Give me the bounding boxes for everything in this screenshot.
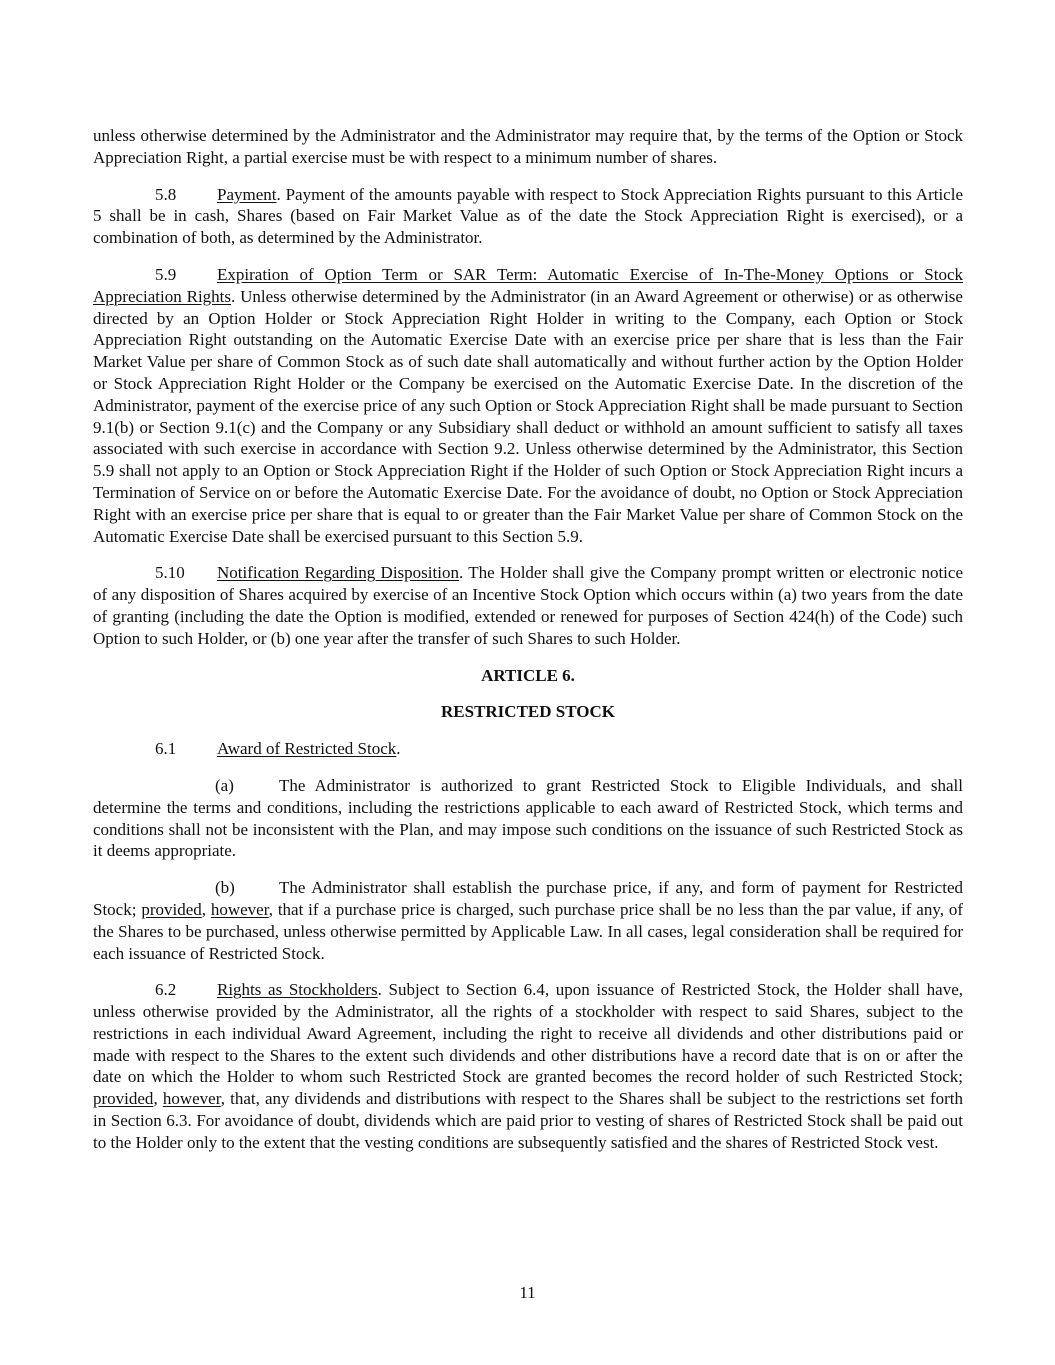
section-number: 6.2 [155,980,177,1000]
section-5-10 [93,562,963,649]
section-heading: Rights as Stockholders [217,980,378,1000]
section-number: 6.1 [155,739,177,759]
section-6-1 [93,738,963,760]
subsection-6-1-a [93,775,963,862]
section-text-cont: , that, any dividends and distributions with respect to the Shares shall be subject to the restrictions set forth in Section 6.3. For avoidance of doubt, dividends which are paid prior to vesting of shares of Restricted Stock shall be paid out to the Holder only to the extent that the vesting conditions are subsequently satisfied and the shares of Restricted Stock vest. [93,1089,964,1152]
however-term: however [162,1089,221,1109]
section-5-8 [93,184,963,249]
continued-paragraph: unless otherwise determined by the Administrator and the Administrator may require that, by the terms of the Option or Stock Appreciation Right, a partial exercise must be with respect to a minimum number of shares. [93,126,963,167]
separator: , [201,899,211,919]
section-tail: . [396,739,401,759]
provided-term: provided [141,899,202,919]
section-heading: Expiration of Option Term or SAR Term: Automatic Exercise of In-The-Money Options or Stock Appreciation Rights [93,264,963,306]
section-number: 5.9 [155,264,177,284]
section-6-2 [93,979,963,1153]
section-number: 5.8 [155,184,177,204]
provided-term: provided [93,1089,154,1109]
article-title: ARTICLE 6. [481,665,575,685]
section-heading: Notification Regarding Disposition [217,563,459,583]
section-heading: Award of Restricted Stock [217,739,397,759]
subsection-label: (b) [215,878,235,898]
document-body [93,125,963,1169]
section-heading: Payment [217,184,277,204]
section-5-9 [93,264,963,547]
section-text: . Subject to Section 6.4, upon issuance of Restricted Stock, the Holder shall have, unless otherwise provided by the Administrator, all the rights of a stockholder with respect to said Shares, subject to the restrictions in each individual Award Agreement, including the right to receive all dividends and other distributions paid or made with respect to the Shares to the extent such dividends and other distributions have a record date that is on or after the date on which the Holder to whom such Restricted Stock are granted becomes the record holder of such Restricted Stock; [93,980,963,1087]
article-subtitle: RESTRICTED STOCK [441,702,615,722]
subsection-label: (a) [215,775,234,795]
section-text: . Unless otherwise determined by the Administrator (in an Award Agreement or otherwise) or as otherwise directed by an Option Holder or Stock Appreciation Right Holder in writing to the Company, each Option or Stock Appreciation Right outstanding on the Automatic Exercise Date with an exercise price per share that is less than the Fair Market Value per share of Common Stock as of such date shall automatically and without further action by the Option Holder or Stock Appreciation Right Holder or the Company be exercised on the Automatic Exercise Date. In the discretion of the Administrator, payment of the exercise price of any such Option or Stock Appreciation Right shall be made pursuant to Section 9.1(b) or Section 9.1(c) and the Company or any Subsidiary shall deduct or withhold an amount sufficient to satisfy all taxes associated with such exercise in accordance with Section 9.2. Unless otherwise determined by the Administrator, this Section 5.9 shall not apply to an Option or Stock Appreciation Right if the Holder of such Option or Stock Appreciation Right incurs a Termination of Service on or before the Automatic Exercise Date. For the avoidance of doubt, no Option or Stock Appreciation Right with an exercise price per share that is equal to or greater than the Fair Market Value per share of Common Stock on the Automatic Exercise Date shall be exercised pursuant to this Section 5.9. [93,286,963,546]
subsection-text: The Administrator shall establish the purchase price, if any, and form of payment for Restricted Stock; [93,878,963,919]
section-text: . The Holder shall give the Company prompt written or electronic notice of any disposition of Shares acquired by exercise of an Incentive Stock Option which occurs within (a) two years from the date of granting (including the date the Option is modified, extended or renewed for purposes of Section 424(h) of the Code) such Option to such Holder, or (b) one year after the transfer of such Shares to such Holder. [93,563,963,648]
subsection-text: The Administrator is authorized to grant Restricted Stock to Eligible Individuals, and shall determine the terms and conditions, including the restrictions applicable to each award of Restricted Stock, which terms and conditions shall not be inconsistent with the Plan, and may impose such conditions on the issuance of such Restricted Stock as it deems appropriate. [93,775,963,861]
section-text: . Payment of the amounts payable with respect to Stock Appreciation Rights pursuant to this Article 5 shall be in cash, Shares (based on Fair Market Value as of the date the Stock Appreciation Right is exercised), or a combination of both, as determined by the Administrator. [93,184,963,248]
separator: , [153,1089,163,1109]
subsection-6-1-b [93,877,963,964]
subsection-text-cont: , that if a purchase price is charged, such purchase price shall be no less than the par value, if any, of the Shares to be purchased, unless otherwise permitted by Applicable Law. In all cases, legal consideration shall be required for each issuance of Restricted Stock. [93,899,964,963]
section-number: 5.10 [155,563,185,583]
page-number: 11 [519,1283,536,1302]
however-term: however [210,899,269,919]
